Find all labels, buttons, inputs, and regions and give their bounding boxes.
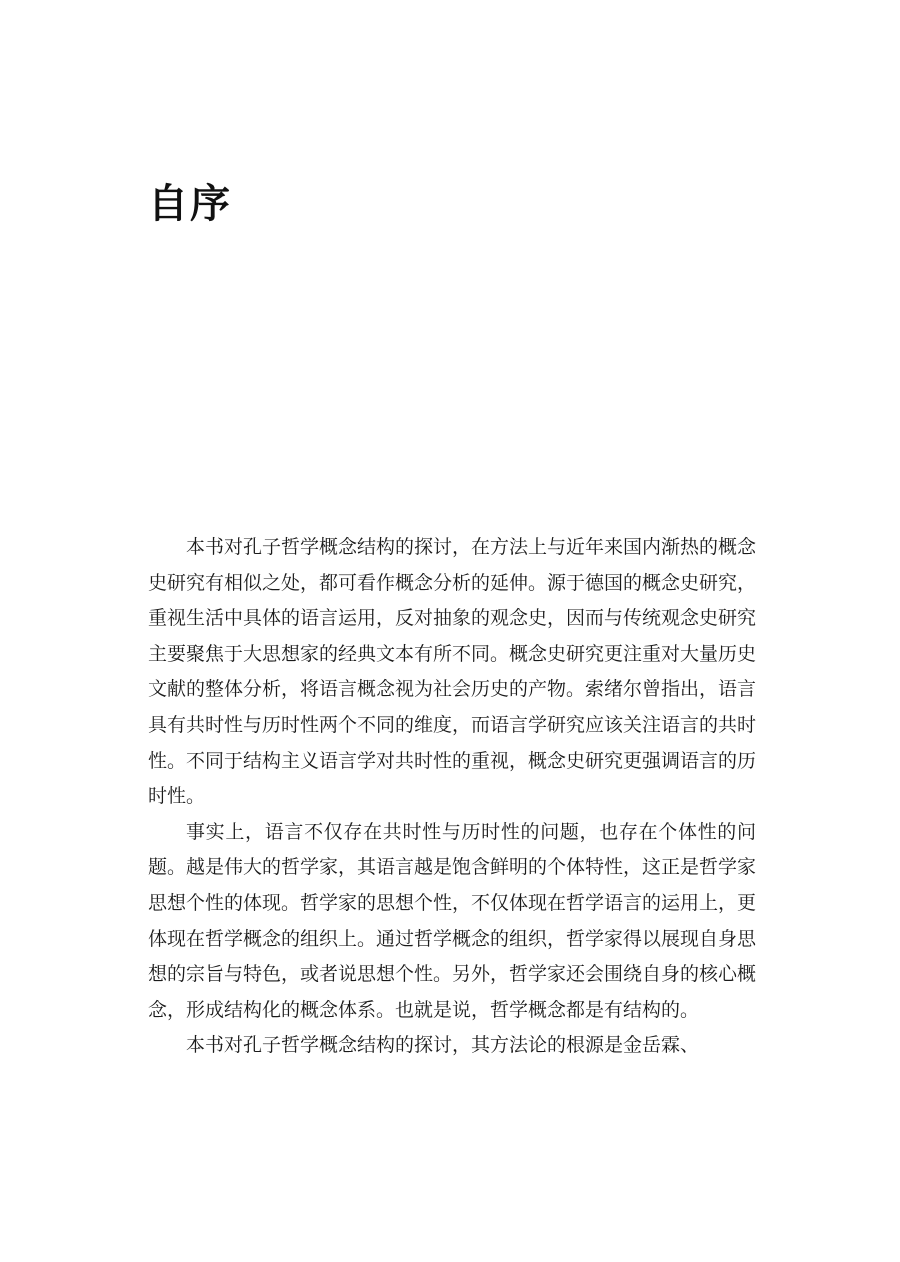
paragraph-3: 本书对孔子哲学概念结构的探讨，其方法论的根源是金岳霖、 (186, 1034, 700, 1057)
paragraph-2: 事实上，语言不仅存在共时性与历时性的问题，也存在个体性的问题。越是伟大的哲学家，其语言越是饱含鲜明的个体特性，这正是哲学家思想个性的体现。哲学家的思想个性，不仅体现在哲学语言的运用上，更体现在哲学概念的组织上。通过哲学概念的组织，哲学家得以展现自身思想的宗旨与特色，或者说思想个性。另外，哲学家还会围绕自身的核心概念，形成结构化的概念体系。也就是说，哲学概念都是有结构的。 (148, 820, 757, 1021)
page-title: 自序 (148, 180, 232, 227)
paragraph-1: 本书对孔子哲学概念结构的探讨，在方法上与近年来国内渐热的概念史研究有相似之处，都可看作概念分析的延伸。源于德国的概念史研究，重视生活中具体的语言运用，反对抽象的观念史，因而与传统观念史研究主要聚焦于大思想家的经典文本有所不同。概念史研究更注重对大量历史文献的整体分析，将语言概念视为社会历史的产物。索绪尔曾指出，语言具有共时性与历时性两个不同的维度，而语言学研究应该关注语言的共时性。不同于结构主义语言学对共时性的重视，概念史研究更强调语言的历时性。 (148, 536, 757, 808)
body-text (148, 530, 756, 1064)
